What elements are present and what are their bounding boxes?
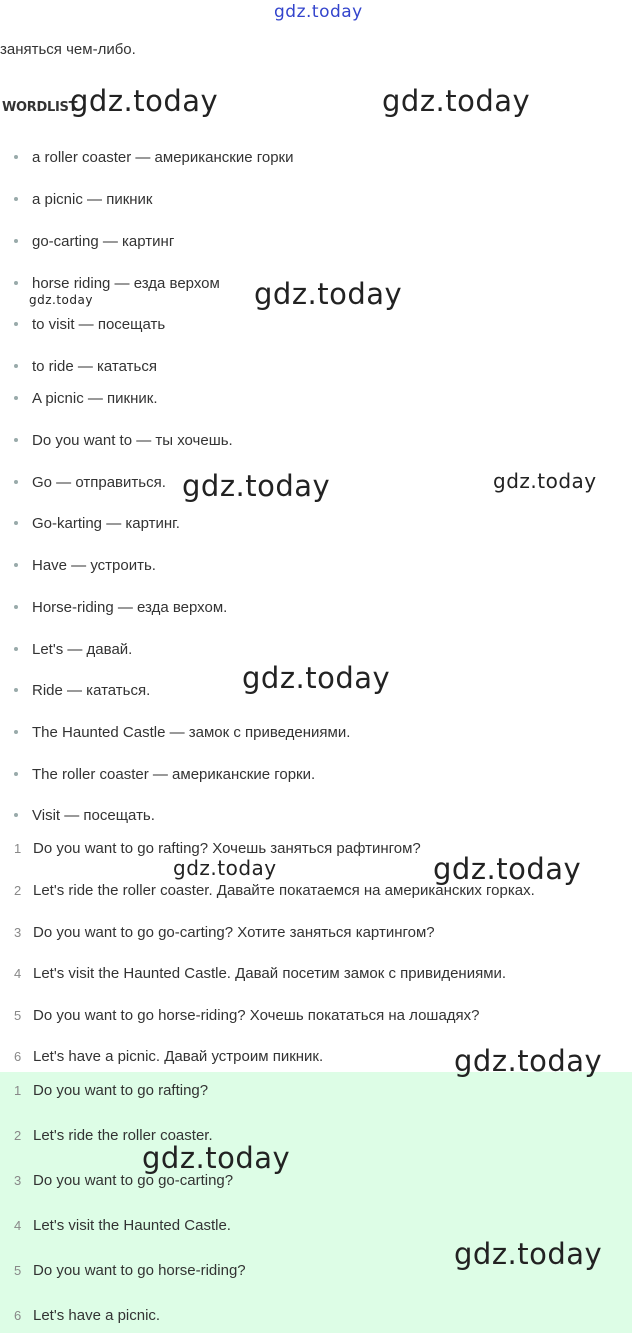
translation-item: 2 Let's ride the roller coaster. Давайте покатаемся на американских горках. [14,882,535,899]
list-item: to ride — кататься [14,358,157,375]
list-item: Have — устроить. [14,557,156,574]
answer-box [0,1072,632,1333]
list-item: Horse-riding — езда верхом. [14,599,227,616]
bullet-icon [14,322,18,326]
watermark: gdz.today [454,1044,603,1078]
bullet-icon [14,281,18,285]
intro-text: заняться чем-либо. [0,41,136,58]
bullet-icon [14,364,18,368]
bullet-icon [14,772,18,776]
translation-item: 5 Do you want to go horse-riding? Хочешь покататься на лошадях? [14,1007,480,1024]
bullet-icon [14,438,18,442]
bullet-icon [14,688,18,692]
list-item: The Haunted Castle — замок с приведениями. [14,724,350,741]
answer-item: 1 Do you want to go rafting? [14,1082,209,1099]
answer-item: 5 Do you want to go horse-riding? [14,1262,246,1279]
list-item: a picnic — пикник [14,191,152,208]
list-item: Visit — посещать. [14,807,155,824]
watermark: gdz.today [242,661,391,695]
bullet-icon [14,155,18,159]
list-item: Do you want to — ты хочешь. [14,432,233,449]
watermark: gdz.today [254,277,403,311]
watermark: gdz.today [454,1237,603,1271]
wordlist-title: WORDLIST [2,100,78,115]
list-item: A picnic — пикник. [14,390,158,407]
bullet-icon [14,480,18,484]
answer-item: 3 Do you want to go go-carting? [14,1172,234,1189]
translation-item: 1 Do you want to go rafting? Хочешь заняться рафтингом? [14,840,421,857]
watermark: gdz.today [173,856,277,880]
bullet-icon [14,563,18,567]
watermark: gdz.today [493,469,597,493]
list-item: Go — отправиться. [14,474,166,491]
watermark: gdz.today [29,293,93,307]
watermark-top: gdz.today [274,2,363,22]
bullet-icon [14,396,18,400]
list-item: go-carting — картинг [14,233,174,250]
bullet-icon [14,239,18,243]
answer-item: 6 Let's have a picnic. [14,1307,161,1324]
answer-item: 2 Let's ride the roller coaster. [14,1127,213,1144]
bullet-icon [14,813,18,817]
answer-item: 4 Let's visit the Haunted Castle. [14,1217,231,1234]
watermark: gdz.today [70,84,219,118]
translation-item: 6 Let's have a picnic. Давай устроим пикник. [14,1048,324,1065]
list-item: horse riding — езда верхом [14,275,220,292]
watermark: gdz.today [433,852,582,886]
watermark: gdz.today [142,1141,291,1175]
translation-item: 3 Do you want to go go-carting? Хотите заняться картингом? [14,924,435,941]
list-item: to visit — посещать [14,316,165,333]
bullet-icon [14,605,18,609]
list-item: a roller coaster — американские горки [14,149,294,166]
translation-item: 4 Let's visit the Haunted Castle. Давай посетим замок с привидениями. [14,965,507,982]
bullet-icon [14,647,18,651]
list-item: The roller coaster — американские горки. [14,766,315,783]
list-item: Ride — кататься. [14,682,150,699]
watermark: gdz.today [382,84,531,118]
list-item: Go-karting — картинг. [14,515,180,532]
watermark: gdz.today [182,469,331,503]
bullet-icon [14,197,18,201]
bullet-icon [14,521,18,525]
bullet-icon [14,730,18,734]
list-item: Let's — давай. [14,641,132,658]
